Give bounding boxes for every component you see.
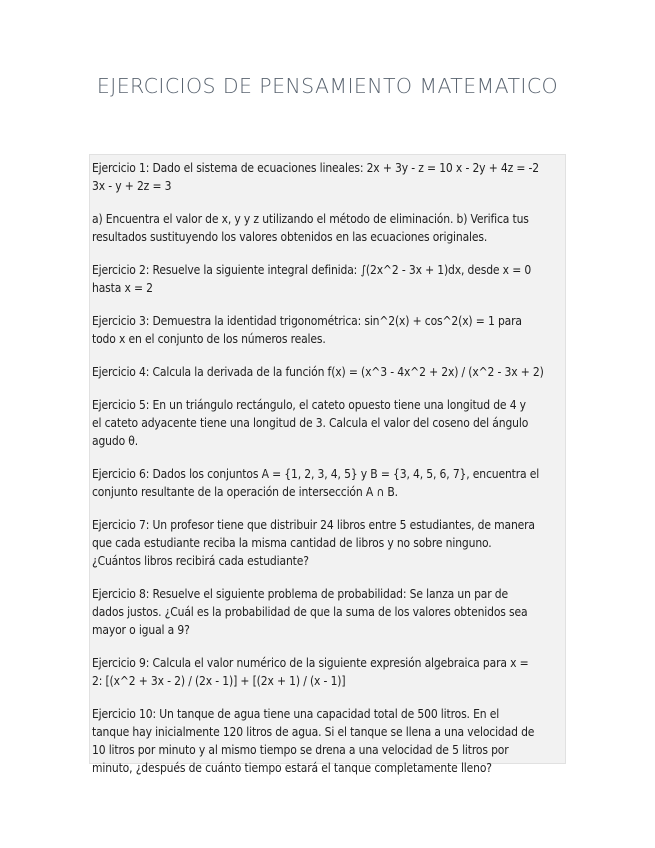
text-line: tanque hay inicialmente 120 litros de agua. Si el tanque se llena a una velocidad de xyxy=(92,725,535,739)
text-line: agudo θ. xyxy=(92,434,139,448)
exercise-2-paragraph xyxy=(92,261,563,297)
text-line: Ejercicio 3: Demuestra la identidad trigonométrica: sin^2(x) + cos^2(x) = 1 para xyxy=(92,314,522,328)
text-line: Ejercicio 6: Dados los conjuntos A = {1, 2, 3, 4, 5} y B = {3, 4, 5, 6, 7}, encuentra el xyxy=(92,467,540,481)
text-line: Ejercicio 2: Resuelve la siguiente integral definida: ∫(2x^2 - 3x + 1)dx, desde x = 0 xyxy=(92,263,532,277)
exercise-1-paragraph xyxy=(92,159,563,195)
exercise-10-paragraph xyxy=(92,705,563,777)
text-line: el cateto adyacente tiene una longitud de 3. Calcula el valor del coseno del ángulo xyxy=(92,416,529,430)
exercise-5-paragraph xyxy=(92,396,563,450)
exercise-6-paragraph xyxy=(92,465,563,501)
text-line: ¿Cuántos libros recibirá cada estudiante? xyxy=(92,554,309,568)
exercise-7-paragraph xyxy=(92,516,563,570)
text-line: Ejercicio 8: Resuelve el siguiente problema de probabilidad: Se lanza un par de xyxy=(92,587,509,601)
text-line: a) Encuentra el valor de x, y y z utilizando el método de eliminación. b) Verifica tus xyxy=(92,212,529,226)
text-line: dados justos. ¿Cuál es la probabilidad de que la suma de los valores obtenidos sea xyxy=(92,605,528,619)
text-line: Ejercicio 10: Un tanque de agua tiene una capacidad total de 500 litros. En el xyxy=(92,707,500,721)
page-title: EJERCICIOS DE PENSAMIENTO MATEMATICO xyxy=(96,74,559,98)
exercise-1-instructions-paragraph xyxy=(92,210,563,246)
text-line: Ejercicio 1: Dado el sistema de ecuaciones lineales: 2x + 3y - z = 10 x - 2y + 4z = -2 xyxy=(92,161,540,175)
text-line: 2: [(x^2 + 3x - 2) / (2x - 1)] + [(2x + 1) / (x - 1)] xyxy=(92,674,346,688)
text-line: 10 litros por minuto y al mismo tiempo se drena a una velocidad de 5 litros por xyxy=(92,743,509,757)
text-line: Ejercicio 5: En un triángulo rectángulo, el cateto opuesto tiene una longitud de 4 y xyxy=(92,398,526,412)
exercise-8-paragraph xyxy=(92,585,563,639)
text-line: Ejercicio 9: Calcula el valor numérico de la siguiente expresión algebraica para x = xyxy=(92,656,529,670)
exercise-4-paragraph xyxy=(92,363,563,381)
exercise-3-paragraph xyxy=(92,312,563,348)
text-line: hasta x = 2 xyxy=(92,281,153,295)
text-line: resultados sustituyendo los valores obtenidos en las ecuaciones originales. xyxy=(92,230,488,244)
text-line: Ejercicio 4: Calcula la derivada de la función f(x) = (x^3 - 4x^2 + 2x) / (x^2 - 3x + 2) xyxy=(92,365,544,379)
text-line: Ejercicio 7: Un profesor tiene que distribuir 24 libros entre 5 estudiantes, de manera xyxy=(92,518,535,532)
text-line: minuto, ¿después de cuánto tiempo estará el tanque completamente lleno? xyxy=(92,761,492,775)
text-line: conjunto resultante de la operación de intersección A ∩ B. xyxy=(92,485,398,499)
text-line: que cada estudiante reciba la misma cantidad de libros y no sobre ninguno. xyxy=(92,536,492,550)
exercise-list xyxy=(89,154,566,775)
text-line: 3x - y + 2z = 3 xyxy=(92,179,172,193)
text-line: mayor o igual a 9? xyxy=(92,623,190,637)
text-line: todo x en el conjunto de los números reales. xyxy=(92,332,326,346)
exercise-9-paragraph xyxy=(92,654,563,690)
